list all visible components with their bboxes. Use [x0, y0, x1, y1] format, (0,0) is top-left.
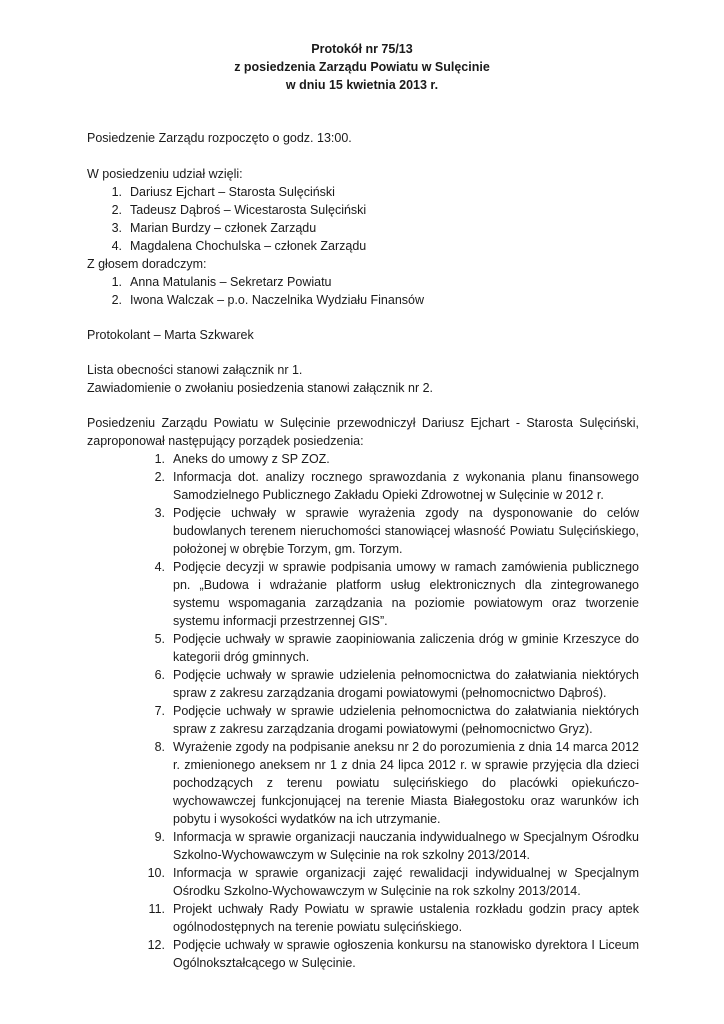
agenda-text: Podjęcie uchwały w sprawie udzielenia pełnomocnictwa do załatwiania niektórych spraw z zakresu zarządzania drogami powiatowymi (pełnomocnictwo Gryz). — [173, 704, 639, 736]
advisory-item — [87, 273, 639, 291]
agenda-item — [143, 828, 639, 864]
agenda-number: 5. — [154, 632, 165, 646]
agenda-item — [143, 468, 639, 504]
opening-text: Posiedzenie Zarządu rozpoczęto o godz. 13:00. — [87, 131, 352, 145]
agenda-number: 9. — [154, 830, 165, 844]
document-header — [0, 40, 724, 94]
agenda-number: 7. — [154, 704, 165, 718]
participant-number: 1. — [111, 185, 122, 199]
agenda-item — [143, 936, 639, 972]
participant-item — [87, 219, 639, 237]
advisory-name: Anna Matulanis – Sekretarz Powiatu — [130, 275, 332, 289]
agenda-text: Aneks do umowy z SP ZOZ. — [173, 452, 330, 466]
participants-heading: W posiedzeniu udział wzięli: — [87, 167, 243, 181]
agenda-number: 2. — [154, 470, 165, 484]
participant-number: 4. — [111, 239, 122, 253]
agenda-item — [143, 738, 639, 828]
agenda-number: 10. — [147, 866, 165, 880]
agenda-text: Podjęcie decyzji w sprawie podpisania umowy w ramach zamówienia publicznego pn. „Budowa i wdrażanie platform usług elektronicznych dla zintegrowanego systemu wspomagania zarządzania na poziomie powiatowym oraz tworzenie systemu informacji przestrzennej GIS”. — [173, 560, 639, 628]
agenda-item — [143, 864, 639, 900]
agenda-text: Podjęcie uchwały w sprawie ogłoszenia konkursu na stanowisko dyrektora I Liceum Ogólnokształcącego w Sulęcinie. — [173, 938, 639, 970]
participant-item — [87, 237, 639, 255]
meeting-title: z posiedzenia Zarządu Powiatu w Sulęcinie — [234, 60, 490, 74]
attachment-line-2: Zawiadomienie o zwołaniu posiedzenia stanowi załącznik nr 2. — [87, 381, 434, 395]
agenda-number: 11. — [148, 902, 165, 916]
agenda-item — [143, 900, 639, 936]
agenda-number: 4. — [154, 560, 165, 574]
agenda-item — [143, 504, 639, 558]
participants-section — [87, 165, 639, 309]
agenda-text: Projekt uchwały Rady Powiatu w sprawie ustalenia rozkładu godzin pracy aptek ogólnodostępnych na terenie powiatu sulęcińskiego. — [173, 902, 639, 934]
agenda-text: Informacja w sprawie organizacji zajęć rewalidacji indywidualnej w Specjalnym Ośrodku Szkolno-Wychowawczym w Sulęcinie na rok szkolny 2013/2014. — [173, 866, 639, 898]
agenda-number: 6. — [154, 668, 165, 682]
advisory-number: 2. — [111, 293, 122, 307]
participant-number: 2. — [111, 203, 122, 217]
agenda-number: 3. — [154, 506, 165, 520]
agenda-text: Informacja w sprawie organizacji nauczania indywidualnego w Specjalnym Ośrodku Szkolno-Wychowawczym w Sulęcinie na rok szkolny 2013/2014. — [173, 830, 639, 862]
agenda-item — [143, 630, 639, 666]
intro-text: Posiedzeniu Zarządu Powiatu w Sulęcinie przewodniczył Dariusz Ejchart - Starosta Sulęciński, zaproponował następujący porządek posiedzenia: — [87, 416, 639, 448]
agenda-text: Podjęcie uchwały w sprawie zaopiniowania zaliczenia dróg w gminie Krzeszyce do kategorii dróg gminnych. — [173, 632, 639, 664]
advisory-item — [87, 291, 639, 309]
intro-paragraph — [87, 414, 639, 450]
protocol-number: Protokół nr 75/13 — [311, 42, 413, 56]
agenda-number: 1. — [154, 452, 165, 466]
participant-name: Dariusz Ejchart – Starosta Sulęciński — [130, 185, 335, 199]
advisory-number: 1. — [111, 275, 122, 289]
agenda-text: Wyrażenie zgody na podpisanie aneksu nr 2 do porozumienia z dnia 14 marca 2012 r. zmienionego aneksem nr 1 z dnia 24 lipca 2012 r. w sprawie przyjęcia dla dzieci pochodzących z terenu powiatu sulęcińskiego do placówki opiekuńczo-wychowawczej funkcjonującej na terenie Miasta Białegostoku oraz warunków ich pobytu i wysokości wydatków na ich utrzymanie. — [173, 740, 639, 826]
protocolant-paragraph — [87, 326, 639, 344]
agenda-number: 8. — [154, 740, 165, 754]
agenda-item — [143, 666, 639, 702]
participant-number: 3. — [111, 221, 122, 235]
participant-name: Marian Burdzy – członek Zarządu — [130, 221, 317, 235]
participant-name: Tadeusz Dąbroś – Wicestarosta Sulęciński — [130, 203, 367, 217]
participant-name: Magdalena Chochulska – członek Zarządu — [130, 239, 367, 253]
agenda-text: Informacja dot. analizy rocznego sprawozdania z wykonania planu finansowego Samodzielnego Publicznego Zakładu Opieki Zdrowotnej w Sulęcinie w 2012 r. — [173, 470, 639, 502]
agenda-list — [143, 450, 639, 972]
protocolant-text: Protokolant – Marta Szkwarek — [87, 328, 254, 342]
agenda-number: 12. — [147, 938, 165, 952]
advisory-name: Iwona Walczak – p.o. Naczelnika Wydziału Finansów — [130, 293, 424, 307]
attachment-line-1: Lista obecności stanowi załącznik nr 1. — [87, 363, 303, 377]
agenda-item — [143, 450, 639, 468]
opening-paragraph — [87, 129, 639, 147]
participant-item — [87, 183, 639, 201]
agenda-text: Podjęcie uchwały w sprawie wyrażenia zgody na dysponowanie do celów budowlanych terenem nieruchomości stanowiącej własność Powiatu Sulęcińskiego, położonej w obrębie Torzym, gm. Torzym. — [173, 506, 639, 556]
agenda-item — [143, 702, 639, 738]
participant-item — [87, 201, 639, 219]
agenda-item — [143, 558, 639, 630]
agenda-text: Podjęcie uchwały w sprawie udzielenia pełnomocnictwa do załatwiania niektórych spraw z zakresu zarządzania drogami powiatowymi (pełnomocnictwo Dąbroś). — [173, 668, 639, 700]
meeting-date: w dniu 15 kwietnia 2013 r. — [285, 78, 439, 92]
advisory-heading: Z głosem doradczym: — [87, 257, 207, 271]
attachments-paragraph — [87, 361, 639, 397]
